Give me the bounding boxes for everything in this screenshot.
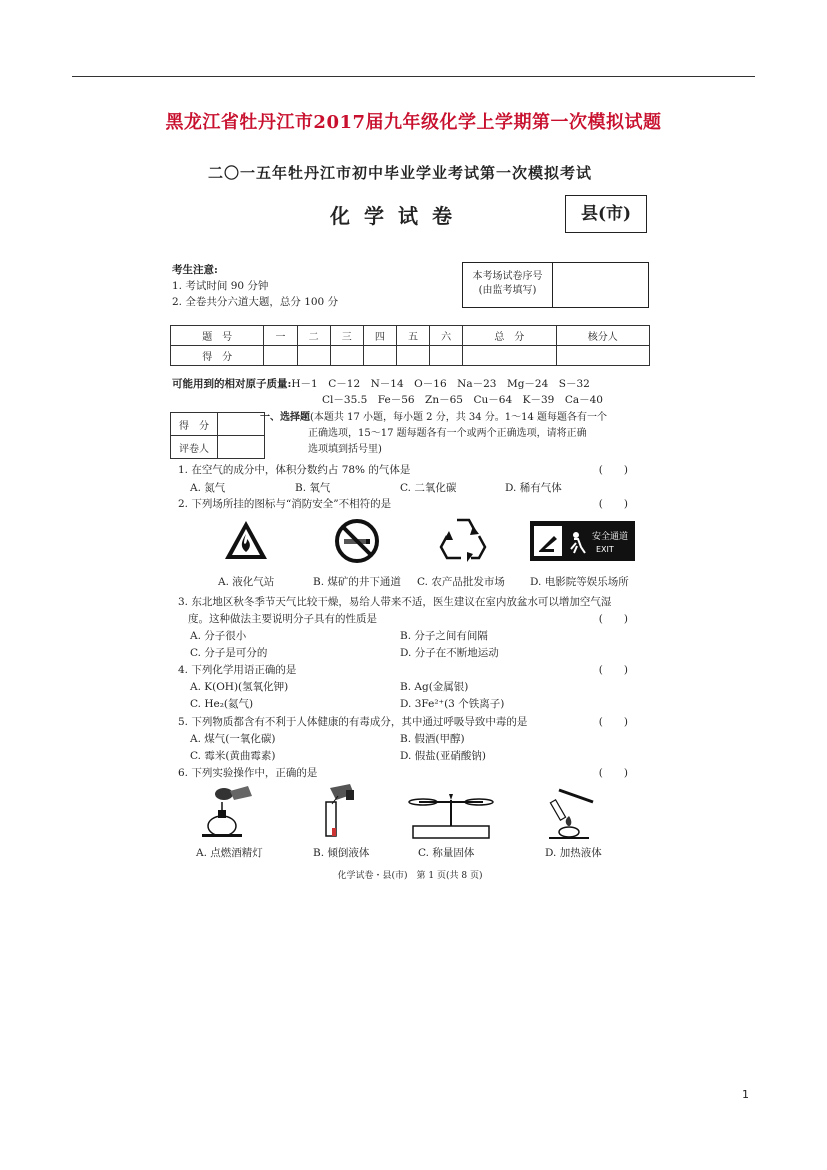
header-cell: 题 号 <box>171 326 264 346</box>
option: C. 称量固体 <box>418 847 475 859</box>
notice-heading: 考生注意: <box>172 264 218 276</box>
document-title: 黑龙江省牡丹江市2017届九年级化学上学期第一次模拟试题 <box>165 112 662 133</box>
question-stem: 1. 在空气的成分中，体积分数约占 78% 的气体是 <box>178 464 411 476</box>
header-cell: 三 <box>330 326 363 346</box>
answer-paren: ( ) <box>598 613 628 625</box>
safety-exit-sign-icon <box>530 521 635 561</box>
option: D. 假盐(亚硝酸钠) <box>400 750 486 762</box>
scanned-exam-page <box>150 150 670 895</box>
recycle-icon <box>435 514 491 568</box>
answer-paren: ( ) <box>598 664 628 676</box>
heating-liquid-icon <box>545 780 607 840</box>
question-5 <box>178 714 648 731</box>
score-cell <box>297 346 330 366</box>
no-smoking-icon <box>334 518 380 564</box>
flammable-warning-icon <box>223 518 269 562</box>
serial-number-box <box>462 262 649 308</box>
grader-score-label: 得 分 <box>171 413 218 436</box>
atomic-masses <box>172 376 603 408</box>
score-table-header-row <box>171 326 650 346</box>
option: B. 分子之间有间隔 <box>400 630 488 642</box>
header-rule <box>72 76 755 77</box>
answer-paren: ( ) <box>598 464 628 476</box>
section-text: 选项填到括号里) <box>308 444 382 455</box>
masses-line: Cl－35.5 Fe－56 Zn－65 Cu－64 K－39 Ca－40 <box>322 394 603 406</box>
option: C. 分子是可分的 <box>190 647 268 659</box>
question-1 <box>178 462 648 479</box>
option: C. 农产品批发市场 <box>417 576 505 588</box>
option: B. 煤矿的井下通道 <box>313 576 401 588</box>
county-box: 县(市) <box>565 195 647 233</box>
notice-line: 1. 考试时间 90 分钟 <box>172 280 269 292</box>
answer-paren: ( ) <box>598 767 628 779</box>
answer-paren: ( ) <box>598 716 628 728</box>
masses-line: H－1 C－12 N－14 O－16 Na－23 Mg－24 S－32 <box>291 378 590 390</box>
option: B. 倾倒液体 <box>313 847 370 859</box>
section-title: 一、选择题 <box>260 412 310 423</box>
serial-label <box>463 263 553 307</box>
exam-notice <box>172 262 338 310</box>
option: C. 霉米(黄曲霉素) <box>190 750 276 762</box>
score-label-cell: 得 分 <box>171 346 264 366</box>
option: B. 氧气 <box>295 482 331 494</box>
option: D. 稀有气体 <box>505 482 562 494</box>
option: A. 氮气 <box>190 482 226 494</box>
option: C. 二氧化碳 <box>400 482 457 494</box>
option: A. 液化气站 <box>218 576 275 588</box>
answer-paren: ( ) <box>598 498 628 510</box>
option: D. 分子在不断地运动 <box>400 647 499 659</box>
notice-line: 2. 全卷共分六道大题，总分 100 分 <box>172 296 339 308</box>
section-instructions <box>260 410 650 458</box>
page-number: 1 <box>742 1088 749 1101</box>
subject-title: 化学试卷 <box>330 204 466 228</box>
exam-name: 二〇一五年牡丹江市初中毕业学业考试第一次模拟考试 <box>207 164 592 182</box>
header-cell: 总 分 <box>463 326 556 346</box>
exit-sign-text: 安全通道 <box>592 532 629 542</box>
question-stem: 2. 下列场所挂的图标与“消防安全”不相符的是 <box>178 498 392 510</box>
serial-label-line: (由监考填写) <box>478 285 537 296</box>
question-3-line2 <box>188 611 648 628</box>
score-table-score-row <box>171 346 650 366</box>
option: A. 点燃酒精灯 <box>196 847 263 859</box>
section-text: (本题共 17 小题，每小题 2 分，共 34 分。1～14 题每题各有一个 <box>310 412 608 423</box>
exit-sign-en: EXIT <box>596 545 614 554</box>
question-4 <box>178 662 648 679</box>
score-cell <box>463 346 556 366</box>
question-stem: 度。这种做法主要说明分子具有的性质是 <box>188 613 377 625</box>
option: C. He₂(氦气) <box>190 698 254 710</box>
grader-box <box>170 412 265 459</box>
option: D. 电影院等娱乐场所 <box>530 576 629 588</box>
grader-score-cell <box>218 413 265 436</box>
grader-name-cell <box>218 436 265 459</box>
balance-scale-icon <box>405 786 497 842</box>
grader-name-label: 评卷人 <box>171 436 218 459</box>
question-3-line1: 3. 东北地区秋冬季节天气比较干燥，易给人带来不适，医生建议在室内放盆水可以增加空气湿 <box>178 596 612 608</box>
question-stem: 4. 下列化学用语正确的是 <box>178 664 297 676</box>
option: B. 假酒(甲醇) <box>400 733 465 745</box>
option: A. 分子很小 <box>190 630 247 642</box>
score-cell <box>264 346 297 366</box>
score-table <box>170 325 650 366</box>
score-cell <box>396 346 429 366</box>
header-cell: 二 <box>297 326 330 346</box>
score-cell <box>363 346 396 366</box>
alcohol-lamp-lighting-icon <box>200 782 256 840</box>
question-stem: 6. 下列实验操作中，正确的是 <box>178 767 318 779</box>
option: D. 加热液体 <box>545 847 602 859</box>
question-stem: 5. 下列物质都含有不利于人体健康的有毒成分，其中通过呼吸导致中毒的是 <box>178 716 528 728</box>
score-cell <box>330 346 363 366</box>
pouring-liquid-icon <box>310 782 366 840</box>
score-cell <box>430 346 463 366</box>
header-cell: 四 <box>363 326 396 346</box>
header-cell: 五 <box>396 326 429 346</box>
option: A. K(OH)(氢氧化钾) <box>190 681 289 693</box>
question-2 <box>178 496 648 513</box>
section-text: 正确选项，15～17 题每题各有一个或两个正确选项，请将正确 <box>308 428 587 439</box>
page-footer: 化学试卷・县(市) 第 1 页(共 8 页) <box>337 871 483 881</box>
masses-heading: 可能用到的相对原子质量: <box>172 378 292 390</box>
score-cell <box>556 346 650 366</box>
option: B. Ag(金属银) <box>400 681 469 693</box>
header-cell: 核分人 <box>556 326 650 346</box>
option: D. 3Fe²⁺(3 个铁离子) <box>400 698 505 710</box>
header-cell: 六 <box>430 326 463 346</box>
header-cell: 一 <box>264 326 297 346</box>
serial-label-line: 本考场试卷序号 <box>472 271 543 282</box>
option: A. 煤气(一氧化碳) <box>190 733 276 745</box>
